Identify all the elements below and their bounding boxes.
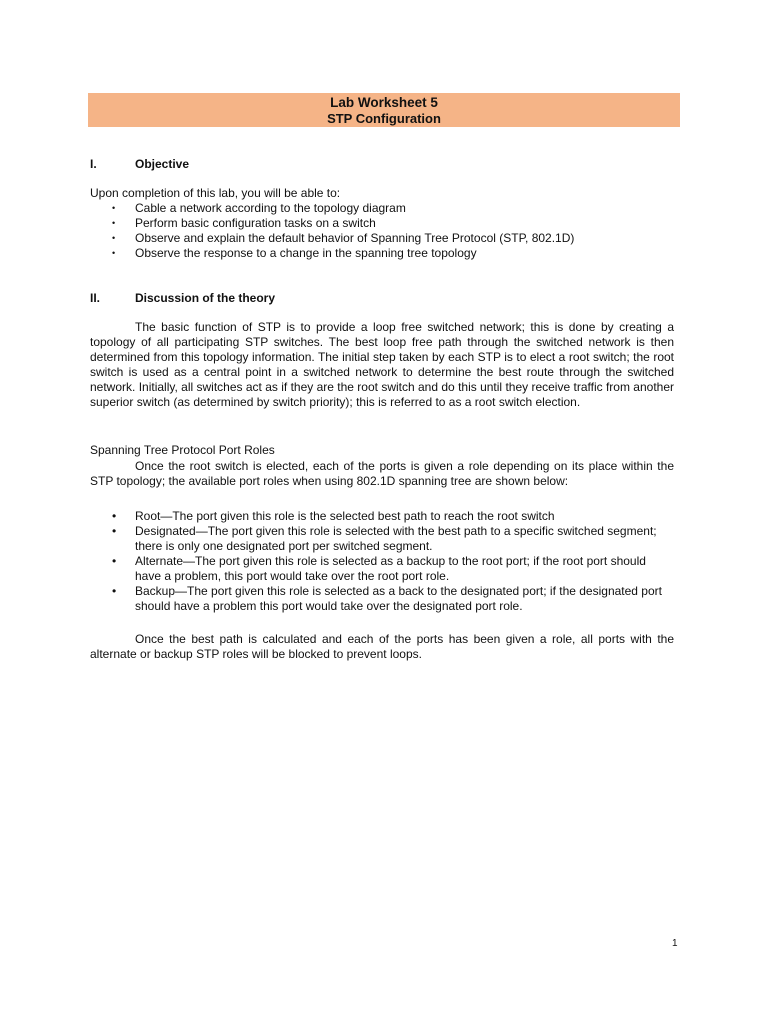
- paragraph-text: Once the root switch is elected, each of the ports is given a role depending on its place within the STP topology; the available port roles when using 802.1D spanning tree are shown below:: [90, 459, 674, 488]
- port-roles-list: [90, 509, 680, 614]
- section-title: Discussion of the theory: [135, 291, 276, 305]
- list-item: [90, 246, 680, 261]
- paragraph-text: The basic function of STP is to provide a loop free switched network; this is done by creating a topology of all participating STP switches. The best loop free path through the switched network is then determined from this topology information. The initial step taken by each STP is to elect a root switch; the root switch is used as a central point in a switched network to determine the best route through the switched network. Initially, all switches act as if they are the root switch and do this until they receive traffic from another superior switch (as determined by switch priority); this is referred to as a root switch election.: [90, 320, 674, 409]
- list-item-text: Root—The port given this role is the selected best path to reach the root switch: [135, 509, 555, 523]
- bullet-icon: •: [112, 554, 117, 568]
- objective-intro: Upon completion of this lab, you will be able to:: [90, 186, 341, 200]
- list-item-text: Observe and explain the default behavior of Spanning Tree Protocol (STP, 802.1D): [135, 231, 575, 245]
- bullet-icon: •: [112, 233, 116, 243]
- bullet-icon: •: [112, 218, 116, 228]
- section-number: I.: [90, 157, 97, 171]
- list-item-text: Designated—The port given this role is selected with the best path to a specific switched segment; there is only one designated port per switched segment.: [135, 524, 657, 553]
- objective-list: [90, 201, 680, 261]
- list-item: [90, 231, 680, 246]
- discussion-paragraph-3: [90, 632, 674, 662]
- list-item: [90, 216, 680, 231]
- bullet-icon: •: [112, 584, 117, 598]
- list-item: [90, 554, 670, 584]
- discussion-paragraph-2: [90, 459, 674, 489]
- list-item-text: Backup—The port given this role is selected as a back to the designated port; if the designated port should have a problem this port would take over the designated port role.: [135, 584, 662, 613]
- bullet-icon: •: [112, 248, 116, 258]
- bullet-icon: •: [112, 203, 116, 213]
- discussion-paragraph-1: [90, 320, 674, 410]
- section-title: Objective: [135, 157, 190, 171]
- title-banner: [88, 93, 680, 127]
- worksheet-title: Lab Worksheet 5: [330, 95, 438, 110]
- paragraph-text: Once the best path is calculated and each of the ports has been given a role, all ports with the alternate or backup STP roles will be blocked to prevent loops.: [90, 632, 674, 661]
- list-item: [90, 584, 670, 614]
- worksheet-subtitle: STP Configuration: [327, 111, 441, 126]
- list-item: [90, 509, 670, 524]
- bullet-icon: •: [112, 509, 117, 523]
- list-item-text: Cable a network according to the topology diagram: [135, 201, 406, 215]
- section-number: II.: [90, 291, 101, 305]
- list-item-text: Perform basic configuration tasks on a switch: [135, 216, 376, 230]
- list-item-text: Observe the response to a change in the spanning tree topology: [135, 246, 477, 260]
- list-item: [90, 524, 670, 554]
- page-number: 1: [672, 938, 678, 949]
- port-roles-subheading: Spanning Tree Protocol Port Roles: [90, 443, 275, 457]
- bullet-icon: •: [112, 524, 117, 538]
- list-item-text: Alternate—The port given this role is selected as a backup to the root port; if the root port should have a problem, this port would take over the root port role.: [135, 554, 646, 583]
- list-item: [90, 201, 680, 216]
